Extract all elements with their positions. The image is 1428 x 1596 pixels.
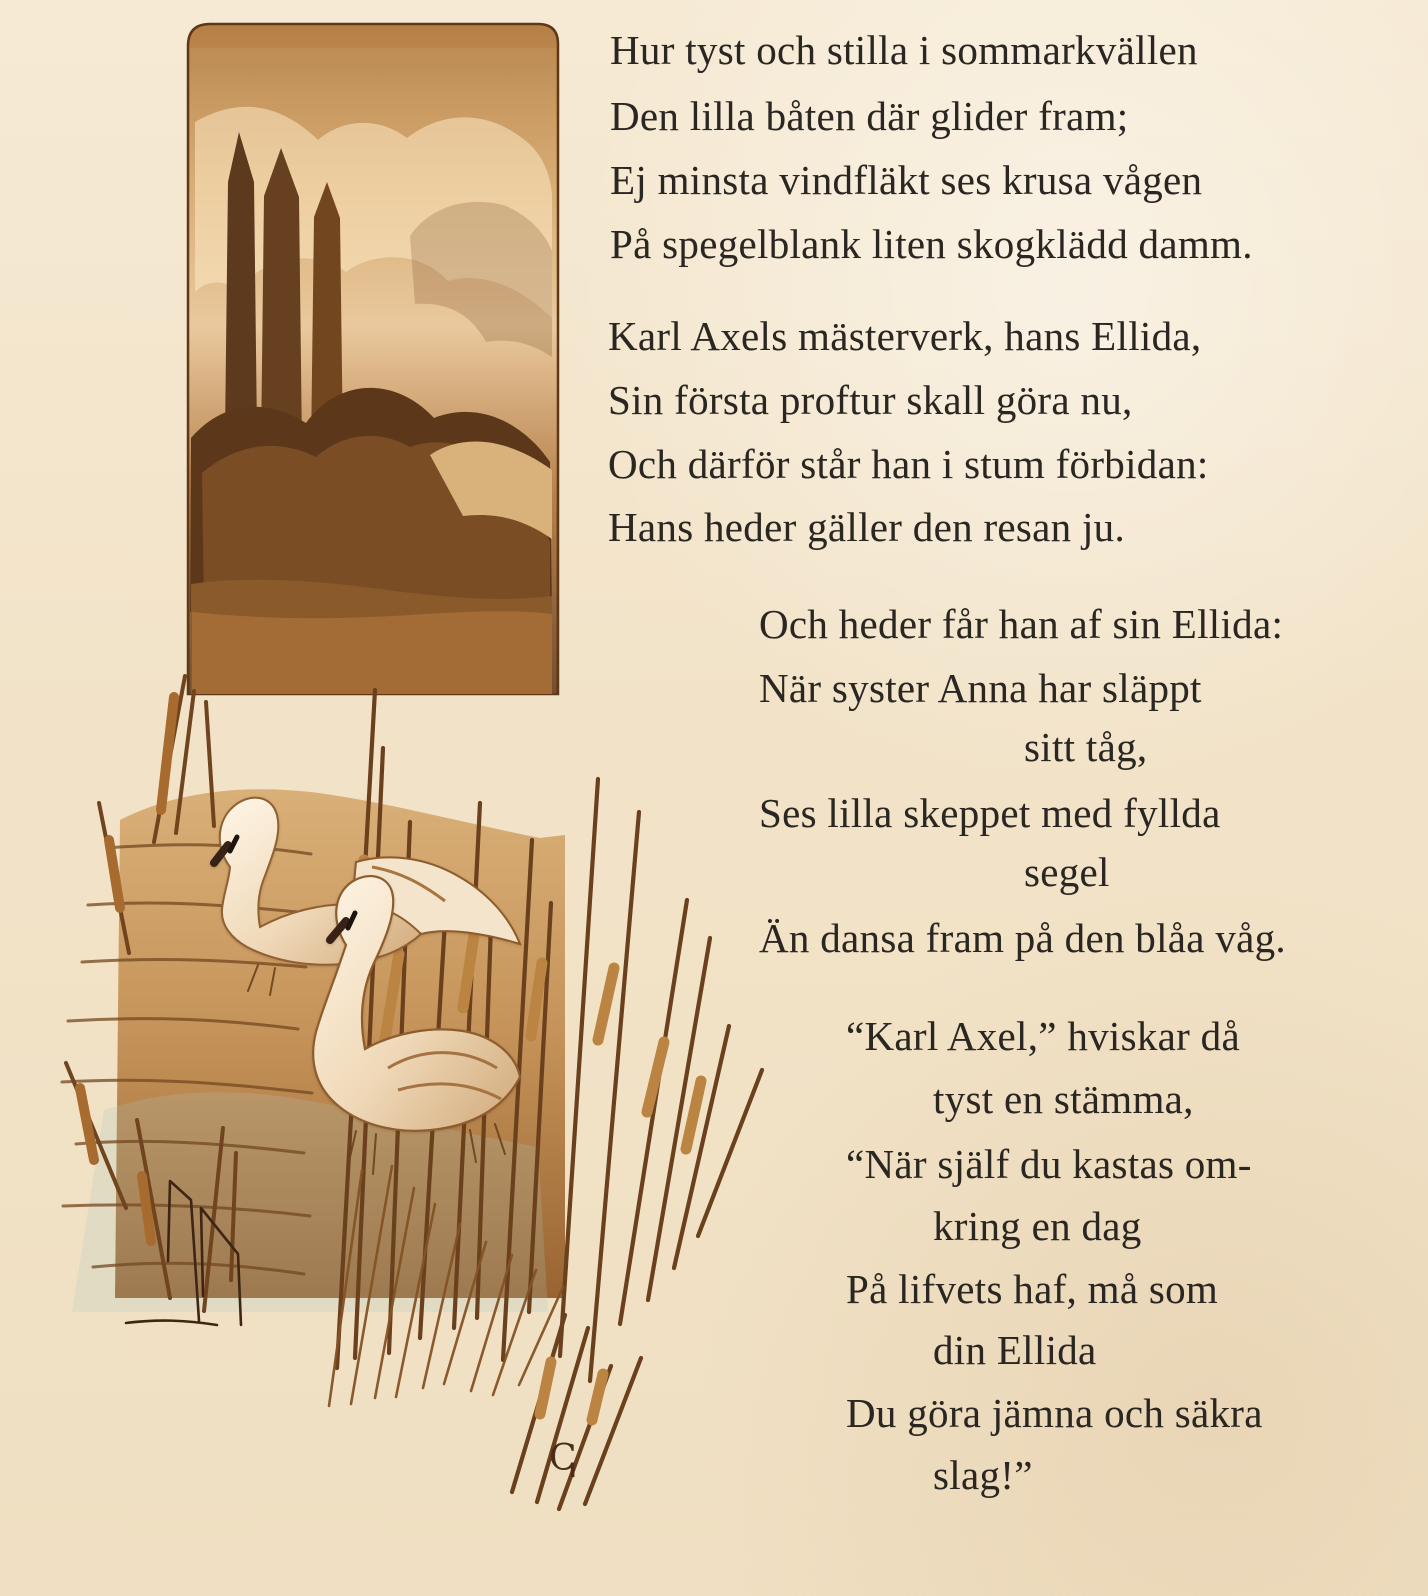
stanza-1-line-2: Den lilla båten där glider fram;	[610, 93, 1129, 139]
stanza-4-line-6: din Ellida	[933, 1327, 1097, 1373]
stanza-4-line-2: tyst en stämma,	[933, 1076, 1194, 1122]
stanza-1-line-1: Hur tyst och stilla i sommarkvällen	[610, 27, 1198, 73]
artist-monogram: ↅ	[549, 1438, 577, 1478]
stanza-4-line-4: kring en dag	[933, 1203, 1142, 1249]
stanza-1-line-4: På spegelblank liten skogklädd damm.	[610, 221, 1253, 267]
stanza-1-line-3: Ej minsta vindfläkt ses krusa vågen	[610, 157, 1203, 203]
stanza-4-line-1: “Karl Axel,” hviskar då	[846, 1013, 1240, 1059]
stanza-2-line-4: Hans heder gäller den resan ju.	[608, 504, 1126, 550]
stanza-2-line-3: Och därför står han i stum förbidan:	[608, 441, 1209, 487]
stanza-3-line-2: När syster Anna har släppt	[759, 665, 1202, 711]
stanza-3-line-3: sitt tåg,	[1024, 724, 1148, 770]
stanza-4-line-3: “När själf du kastas om-	[846, 1141, 1252, 1187]
stanza-4-line-8: slag!”	[933, 1452, 1033, 1498]
stanza-3-line-1: Och heder får han af sin Ellida:	[759, 601, 1284, 647]
stanza-3-line-6: Än dansa fram på den blåa våg.	[759, 915, 1286, 961]
stanza-4-line-5: På lifvets haf, må som	[846, 1266, 1219, 1312]
stanza-2-line-1: Karl Axels mästerverk, hans Ellida,	[608, 313, 1202, 359]
stanza-3-line-4: Ses lilla skeppet med fyllda	[759, 790, 1221, 836]
stanza-3-line-5: segel	[1024, 849, 1110, 895]
stanza-4-line-7: Du göra jämna och säkra	[846, 1390, 1263, 1436]
stanza-2-line-2: Sin första proftur skall göra nu,	[608, 377, 1133, 423]
